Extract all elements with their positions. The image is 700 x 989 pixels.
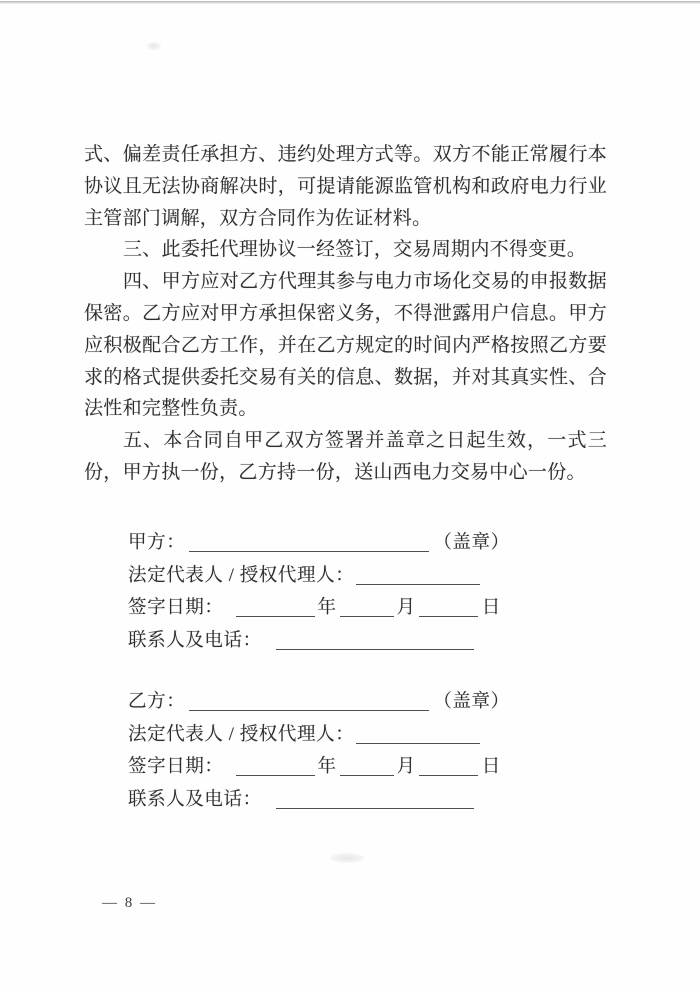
party-b-month-blank [340, 757, 394, 777]
party-b-label: 乙方： [128, 692, 186, 712]
party-a-year-blank [236, 598, 315, 618]
party-b-year-label: 年 [317, 757, 337, 778]
contract-paragraph: 式、偏差责任承担方、违约处理方式等。双方不能正常履行本协议且无法协商解决时，可提请能源监管机构和政府电力行业主管部门调解，双方合同作为佐证材料。 [84, 144, 607, 229]
contract-paragraph: 五、本合同自甲乙双方签署并盖章之日起生效，一式三份，甲方执一份，乙方持一份，送山西电力交易中心一份。 [84, 430, 607, 483]
party-b-sign-date-row [128, 751, 510, 784]
signature-block-party-a [128, 527, 510, 657]
page-number: — 8 — [102, 895, 157, 911]
party-a-month-blank [340, 598, 394, 618]
party-b-contact-blank [276, 789, 474, 809]
scan-edge-artifact [0, 1, 700, 4]
party-b-representative-label: 法定代表人 / 授权代理人： [128, 724, 355, 745]
party-a-year-label: 年 [317, 598, 337, 619]
party-a-day-label: 日 [481, 598, 501, 619]
party-a-name-row [128, 527, 510, 560]
scan-smudge [147, 42, 161, 50]
party-a-representative-row [128, 560, 510, 593]
party-a-day-blank [419, 598, 478, 618]
party-b-contact-label: 联系人及电话： [128, 789, 262, 810]
contract-body [84, 139, 607, 489]
party-b-sign-date-label: 签字日期： [128, 757, 224, 778]
party-b-name-row [128, 686, 510, 719]
party-b-representative-blank [356, 724, 480, 744]
party-a-month-label: 月 [396, 598, 416, 619]
party-a-name-blank [189, 533, 429, 553]
party-b-year-blank [236, 757, 315, 777]
scan-smudge [330, 853, 364, 863]
party-b-contact-row [128, 784, 510, 817]
party-a-sign-date-label: 签字日期： [128, 598, 224, 619]
party-b-day-blank [419, 757, 478, 777]
party-b-seal-label: （盖章） [433, 692, 510, 712]
party-a-representative-label: 法定代表人 / 授权代理人： [128, 565, 355, 586]
party-a-contact-row [128, 625, 510, 658]
party-b-name-blank [189, 692, 429, 712]
contract-paragraph: 四、甲方应对乙方代理其参与电力市场化交易的申报数据保密。乙方应对甲方承担保密义务，不得泄露用户信息。甲方应积极配合乙方工作，并在乙方规定的时间内严格按照乙方要求的格式提供委托交易有关的信息、数据，并对其真实性、合法性和完整性负责。 [84, 271, 607, 420]
party-b-month-label: 月 [396, 757, 416, 778]
party-a-contact-blank [276, 630, 474, 650]
party-a-contact-label: 联系人及电话： [128, 630, 262, 651]
party-a-representative-blank [356, 565, 480, 585]
signature-block-party-b [128, 686, 510, 816]
party-a-seal-label: （盖章） [433, 533, 510, 553]
party-b-day-label: 日 [481, 757, 501, 778]
contract-paragraph: 三、此委托代理协议一经签订，交易周期内不得变更。 [122, 239, 587, 261]
party-b-representative-row [128, 719, 510, 752]
party-a-label: 甲方： [128, 533, 186, 553]
party-a-sign-date-row [128, 592, 510, 625]
